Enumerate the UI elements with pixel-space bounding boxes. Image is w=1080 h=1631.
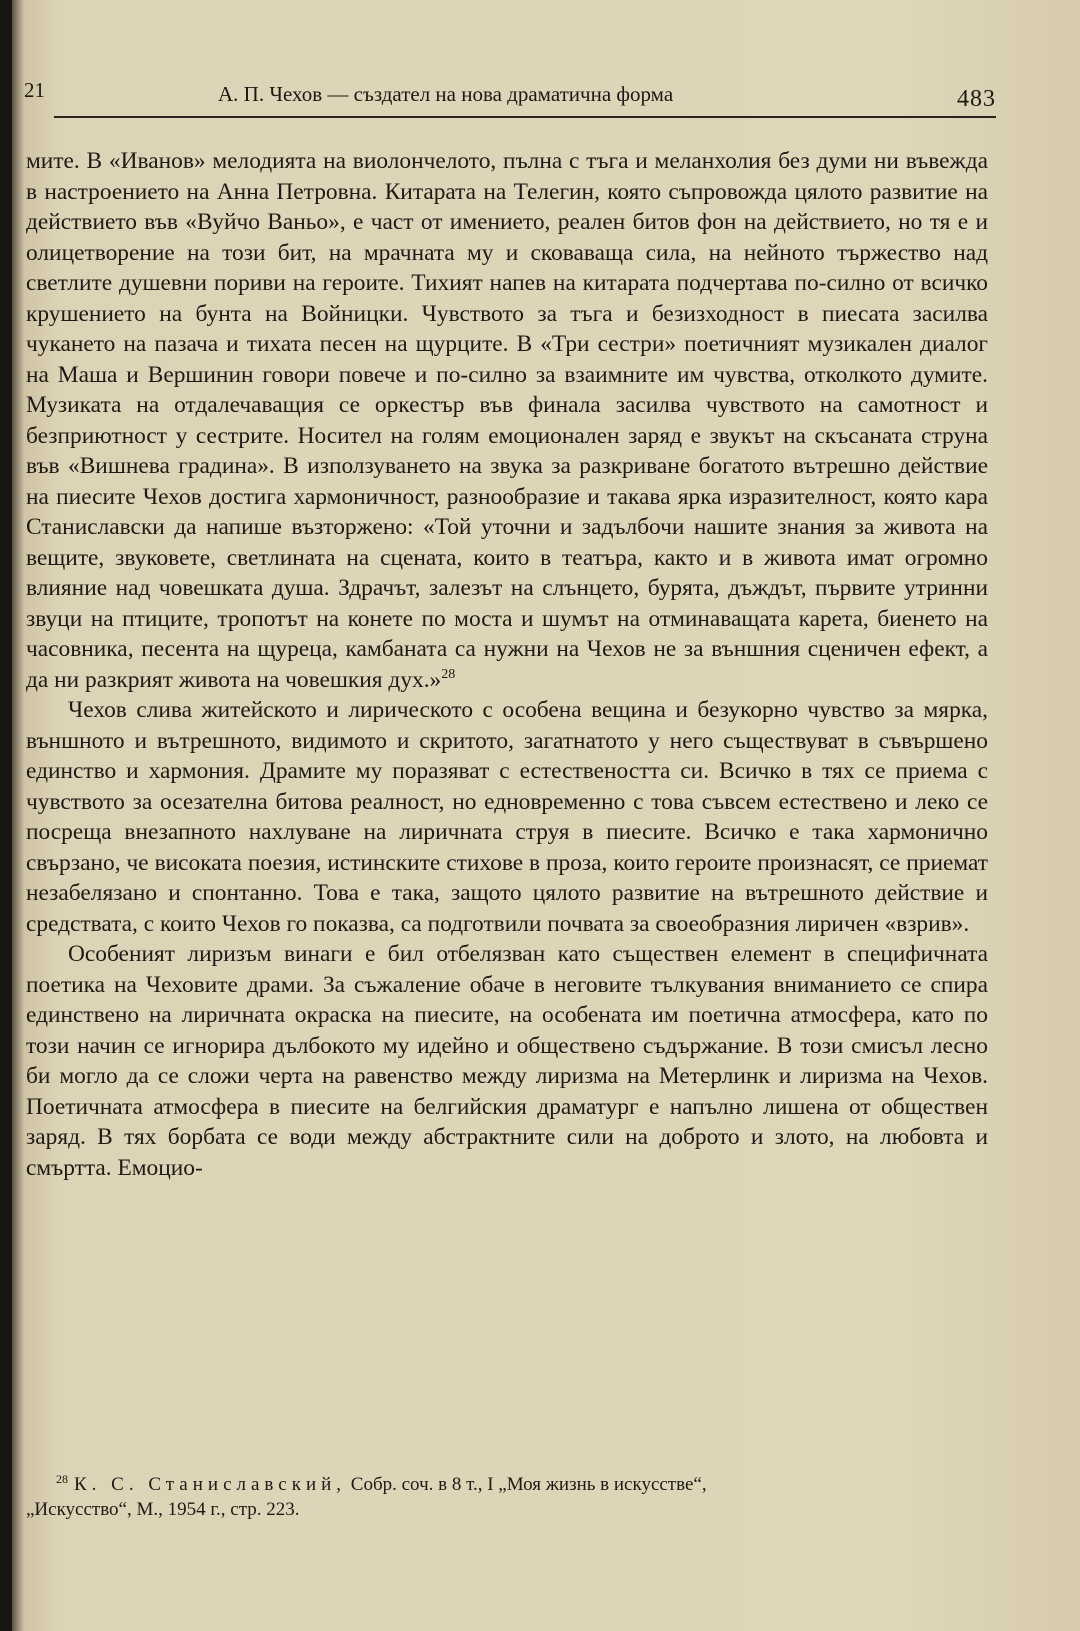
- footnote-number: 28: [56, 1471, 68, 1486]
- main-text: [26, 146, 988, 1183]
- chapter-number: 21: [24, 78, 45, 102]
- paragraph-2: Чехов слива житейското и лирическото с особена вещина и безукорно чувство за мярка, външното и вътрешното, видимото и скритото, загатнатото у него съществуват в съвършено единство и хармония. Драмите му поразяват с естествеността си. Всичко в тях се приема с чувството за осезателна битова реалност, но едновременно с това съвсем естествено и леко се посреща внезапното нахлуване на лиричната струя в пиесите. Всичко е така хармонично свързано, че високата поезия, истинските стихове в проза, които героите произнасят, се приемат незабелязано и спонтанно. Това е така, защото цялото развитие на вътрешното действие и средствата, с които Чехов го показва, са подготвили почвата за своеобразния лиричен «взрив».: [26, 697, 988, 937]
- footnote-line-1: [26, 1472, 988, 1497]
- header-rule: [54, 116, 996, 118]
- paragraph-1: [26, 146, 988, 695]
- footnote-author: К. С. Станиславский,: [74, 1474, 347, 1495]
- paragraph-1-text: мите. В «Иванов» мелодията на виолончелото, пълна с тъга и меланхолия без думи ни въвежда в настроението на Анна Петровна. Китарата на Телегин, която съпровожда цялото развитие на действието във «Вуйчо Ваньо», е част от имението, реален битов фон на действието, но тя е и олицетворение на този бит, на мрачната му и сковаваща сила, на нейното тържество над светлите душевни пориви на героите. Тихият напев на китарата подчертава по-силно от всичко крушението на бунта на Войницки. Чувството за тъга и безизходност в пиесата засилва чукането на пазача и тихата песен на щурците. В «Три сестри» поетичният музикален диалог на Маша и Вершинин говори повече и по-силно за взаимните им чувства, отколкото думите. Музиката на отдалечаващия се оркестър във финала засилва чувството на самотност и безприютност у сестрите. Носител на голям емоционален заряд е звукът на скъсаната струна във «Вишнева градина». В използуването на звука за разкриване богатото вътрешно действие на пиесите Чехов достига хармоничност, разнообразие и такава ярка изразителност, която кара Станиславски да напише възторжено: «Той уточни и задълбочи нашите знания за живота на вещите, звуковете, светлината на сцената, които в театъра, както и в живота имат огромно влияние над човешката душа. Здрачът, залезът на слънцето, бурята, дъждът, първите утринни звуци на птиците, тропотът на конете по моста и шумът на отминаващата карета, биенето на часовника, песента на щуреца, камбаната са нужни на Чехов не за външния сценичен ефект, а да ни разкрият живота на човешкия дух.»: [26, 148, 988, 693]
- page-header: [24, 74, 1004, 118]
- footnote: [26, 1472, 988, 1522]
- running-title: А. П. Чехов — създател на нова драматична форма: [218, 82, 674, 106]
- page-number: 483: [957, 86, 996, 112]
- book-gutter-shadow: [0, 0, 12, 1631]
- footnote-line-2: „Искусство“, М., 1954 г., стр. 223.: [26, 1499, 300, 1520]
- footnote-reference: 28: [441, 666, 456, 682]
- paragraph-3: Особеният лиризъм винаги е бил отбелязван като съществен елемент в специфичната поетика на Чеховите драми. За съжаление обаче в неговите тълкувания вниманието се спира единствено на лиричната окраска на пиесите, на особената им поетична атмосфера, като по този начин се игнорира дълбокото му идейно и обществено съдържание. В този смисъл лесно би могло да се сложи черта на равенство между лиризма на Метерлинк и лиризма на Чехов. Поетичната атмосфера в пиесите на белгийския драматург е напълно лишена от обществен заряд. В тях борбата се води между абстрактните сили на доброто и злото, на любовта и смъртта. Емоцио-: [26, 941, 988, 1181]
- footnote-text-1: Собр. соч. в 8 т., I „Моя жизнь в искусстве“,: [350, 1474, 707, 1495]
